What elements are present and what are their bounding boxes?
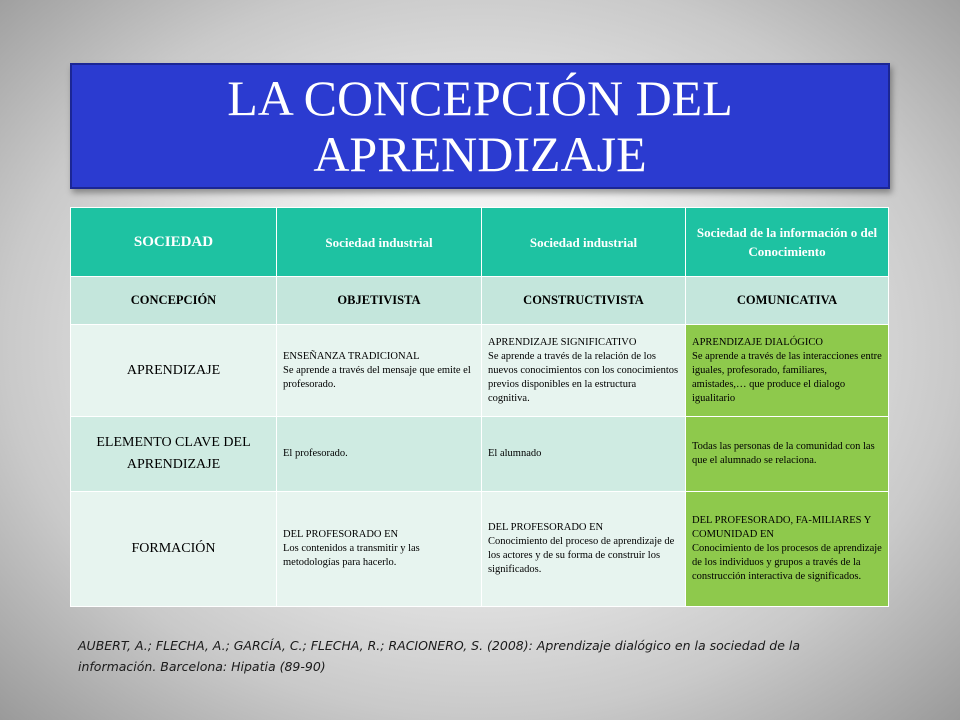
cell-text: Conocimiento de los procesos de aprendizaje de los individuos y grupos a través de la construcción interactiva de significados. [692, 543, 882, 582]
slide-title: LA CONCEPCIÓN DEL APRENDIZAJE [227, 70, 733, 182]
cell-text: Se aprende a través de la relación de los nuevos conocimientos con los conocimientos previos disponibles en la estructura cognitiva. [488, 350, 679, 404]
cell-aprendizaje-constructivista [482, 325, 686, 417]
cell-elemento-comunicativa: Todas las personas de la comunidad con las que el alumnado se relaciona. [686, 417, 889, 492]
concepcion-objetivista: OBJETIVISTA [277, 277, 482, 325]
bibliographic-citation: AUBERT, A.; FLECHA, A.; GARCÍA, C.; FLECHA, R.; RACIONERO, S. (2008): Aprendizaje dialógico en la sociedad de la información. Barcelona: Hipatia (89-90) [78, 638, 801, 674]
cell-formacion-constructivista [482, 492, 686, 607]
table-row-formacion [71, 492, 889, 607]
cell-heading: DEL PROFESORADO, FA-MILIARES Y COMUNIDAD EN [692, 515, 871, 540]
title-banner [70, 63, 890, 189]
cell-text: Se aprende a través de las interacciones entre iguales, profesorado, familiares, amistades,… que produce el dialogo igualitario [692, 350, 882, 404]
cell-aprendizaje-comunicativa [686, 325, 889, 417]
row-label-formacion: FORMACIÓN [71, 492, 277, 607]
concepcion-constructivista: CONSTRUCTIVISTA [482, 277, 686, 325]
table-header-row [71, 208, 889, 277]
table-row-elemento-clave [71, 417, 889, 492]
row-label-aprendizaje: APRENDIZAJE [71, 325, 277, 417]
row-label-concepcion: CONCEPCIÓN [71, 277, 277, 325]
cell-text: Se aprende a través del mensaje que emite el profesorado. [283, 364, 471, 390]
header-sociedad: SOCIEDAD [71, 208, 277, 277]
concepcion-comunicativa: COMUNICATIVA [686, 277, 889, 325]
cell-formacion-comunicativa [686, 492, 889, 607]
cell-aprendizaje-objetivista [277, 325, 482, 417]
table-row-aprendizaje [71, 325, 889, 417]
cell-heading: ENSEÑANZA TRADICIONAL [283, 350, 420, 362]
row-label-elemento-clave: ELEMENTO CLAVE DEL APRENDIZAJE [71, 417, 277, 492]
concepcion-table [70, 207, 889, 607]
cell-heading: DEL PROFESORADO EN [488, 522, 604, 533]
cell-heading: APRENDIZAJE SIGNIFICATIVO [488, 336, 637, 348]
header-col-constructivista: Sociedad industrial [482, 208, 686, 277]
cell-elemento-constructivista: El alumnado [482, 417, 686, 492]
cell-text: Conocimiento del proceso de aprendizaje de los actores y de su forma de construir los significados. [488, 536, 675, 575]
cell-elemento-objetivista: El profesorado. [277, 417, 482, 492]
cell-heading: APRENDIZAJE DIALÓGICO [692, 336, 823, 348]
header-col-comunicativa: Sociedad de la información o del Conocimiento [686, 208, 889, 277]
cell-formacion-objetivista [277, 492, 482, 607]
header-col-objetivista: Sociedad industrial [277, 208, 482, 277]
cell-text: Los contenidos a transmitir y las metodologías para hacerlo. [283, 543, 420, 568]
cell-heading: DEL PROFESORADO EN [283, 529, 399, 540]
table-row-concepcion [71, 277, 889, 325]
